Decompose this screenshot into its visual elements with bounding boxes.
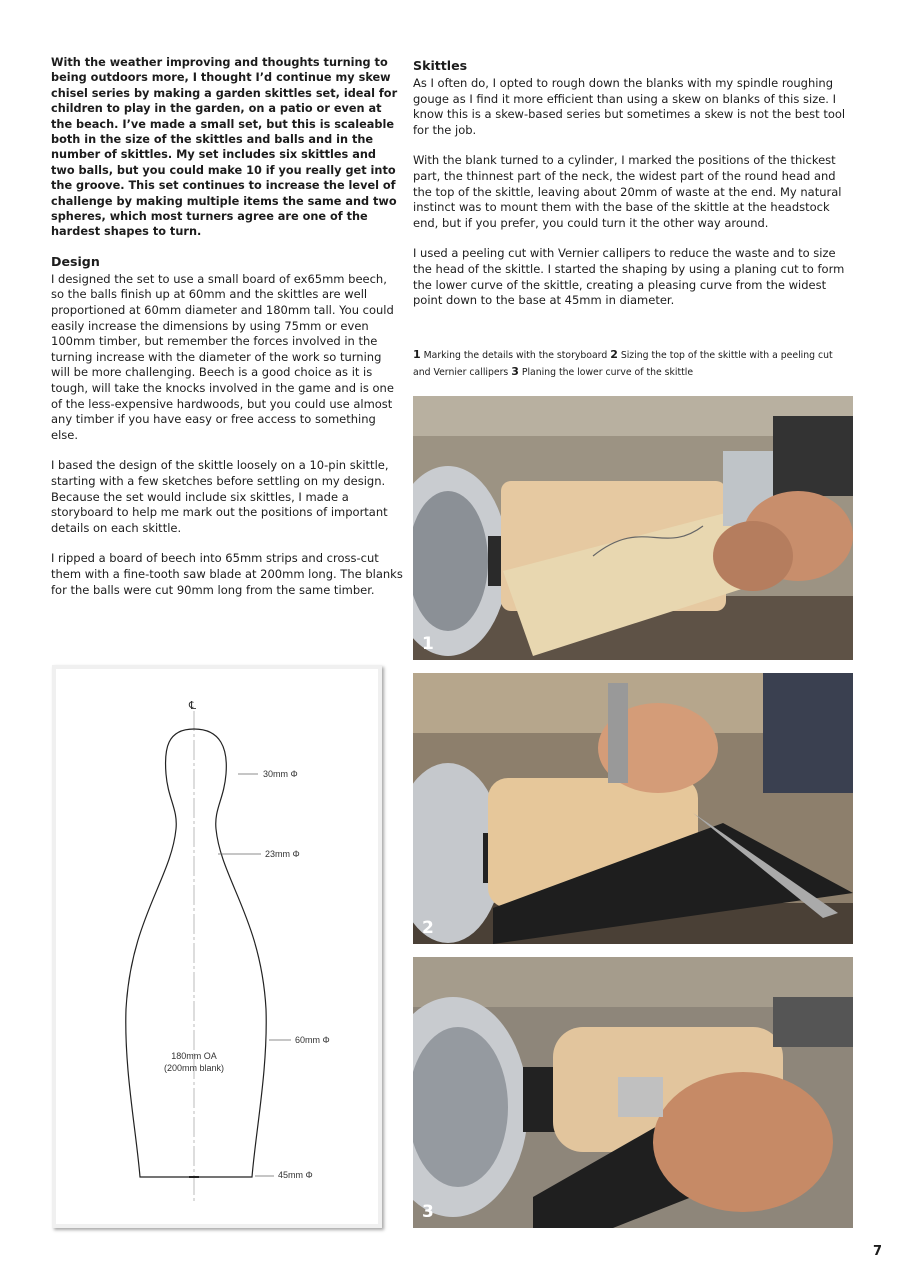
length-label-1: 180mm OA [171,1051,217,1061]
caption-number-3: 3 [511,364,519,378]
photo-number-1: 1 [422,634,434,654]
skittles-paragraph-3: I used a peeling cut with Vernier callipers to reduce the waste and to size the head of the skittle. I started the shaping by using a planing cut to form the lower curve of the skittle, creating a pleasing curve from the widest point down to the base at 45mm in diameter. [413,246,845,308]
caption-text-2: Sizing the top of the skittle with a peeling cut and Vernier callipers [413,350,833,378]
skittles-paragraph-1: As I often do, I opted to rough down the blanks with my spindle roughing gouge as I find it more efficient than using a skew on blanks of this size. I know this is a skew-based series but sometimes a skew is not the best tool for the job. [413,76,846,137]
design-paragraph-1: I designed the set to use a small board of ex65mm beech, so the balls finish up at 60mm and the skittles are well proportioned at 60mm diameter and 180mm tall. You could easily increase the dimensions by using 75mm or even 100mm timber, but remember the forces involved in the turning increase with the diameter of the work so turning will be more challenging. Beech is a good choice as it is tough, will take the knocks involved in the game and is one of the less-expensive hardwoods, but you could use almost any timber if you have easy or free access to something else. [51,271,394,442]
neck-diameter-label: 23mm Φ [265,849,300,859]
photo-number-2: 2 [422,918,434,938]
length-label-2: (200mm blank) [163,1063,225,1073]
photo-captions [413,347,853,380]
skittles-heading: Skittles [413,58,468,73]
design-paragraph-3: I ripped a board of beech into 65mm strips and cross-cut them with a fine-tooth saw blade at 200mm long. The blanks for the balls were cut 90mm long from the same timber. [51,551,403,597]
photo-number-3: 3 [422,1202,434,1222]
centerline-symbol: ℄ [189,700,197,712]
design-paragraph-2: I based the design of the skittle loosely on a 10-pin skittle, starting with a few sketches before settling on my design. Because the set would include six skittles, I made a storyboard to help me mark out the positions of important details on each skittle. [51,458,389,535]
skittles-paragraph-2: With the blank turned to a cylinder, I marked the positions of the thickest part, the thinnest part of the neck, the widest part of the round head and the top of the skittle, leaving about 20mm of waste at the end. My natural instinct was to mount them with the base of the skittle at the headstock end, but if you prefer, you could turn it the other way around. [413,153,842,230]
skittle-outline [56,669,378,1224]
caption-text-1: Marking the details with the storyboard [420,350,611,361]
intro-paragraph: With the weather improving and thoughts turning to being outdoors more, I thought I’d continue my skew chisel series by making a garden skittles set, ideal for children to play in the garden, on a patio or even at the beach. I’ve made a small set, but this is scaleable both in the size of the skittles and balls and in the number of skittles. My set includes six skittles and two balls, but you could make 10 if you really get into the groove. This set continues to increase the level of challenge by making multiple items the same and two spheres, which most turners agree are one of the hardest shapes to turn. [51,56,398,239]
caption-number-1: 1 [413,348,421,361]
photo-1-storyboard [413,396,853,660]
head-diameter-label: 30mm Φ [263,769,298,779]
base-diameter-label: 45mm Φ [278,1170,313,1180]
photo-2-peeling-cut [413,673,853,944]
skittle-diagram [52,665,382,1228]
page-number: 7 [872,1244,882,1259]
diagram-paper [56,669,378,1224]
left-column [51,55,403,613]
photo-3-planing-cut [413,957,853,1228]
caption-text-3: Planing the lower curve of the skittle [518,366,694,378]
caption-number-2: 2 [610,348,618,361]
right-column [413,58,853,324]
body-diameter-label: 60mm Φ [295,1035,330,1045]
design-heading: Design [51,253,100,269]
